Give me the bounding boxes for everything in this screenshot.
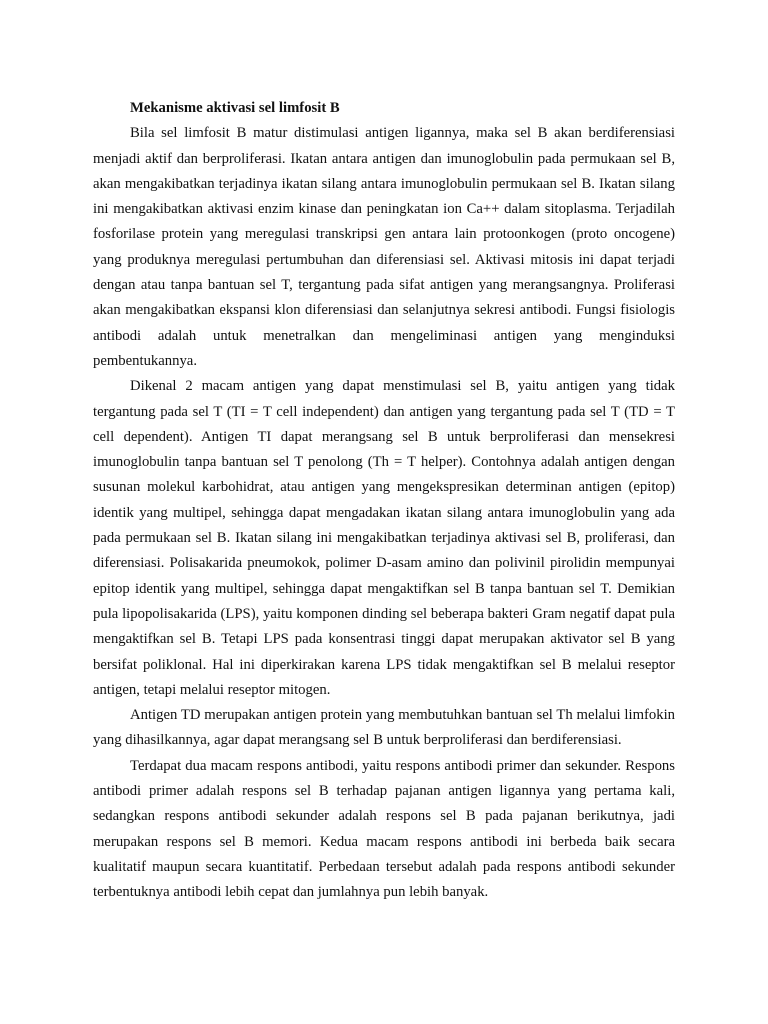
paragraph-antigen-types: Dikenal 2 macam antigen yang dapat menstimulasi sel B, yaitu antigen yang tidak tergantung pada sel T (TI = T cell independent) dan antigen yang tergantung pada sel T (TD = T cell dependent). Antigen TI dapat merangsang sel B untuk berproliferasi dan mensekresi imunoglobulin tanpa bantuan sel T penolong (Th = T helper). Contohnya adalah antigen dengan susunan molekul karbohidrat, atau antigen yang mengekspresikan determinan antigen (epitop) identik yang multipel, sehingga dapat mengadakan ikatan silang antara imunoglobulin yang ada pada permukaan sel B. Ikatan silang ini mengakibatkan terjadinya aktivasi sel B, proliferasi, dan diferensiasi. Polisakarida pneumokok, polimer D-asam amino dan polivinil pirolidin mempunyai epitop identik yang multipel, sehingga dapat mengaktifkan sel B tanpa bantuan sel T. Demikian pula lipopolisakarida (LPS), yaitu komponen dinding sel beberapa bakteri Gram negatif dapat pula mengaktifkan sel B. Tetapi LPS pada konsentrasi tinggi dapat merupakan aktivator sel B yang bersifat poliklonal. Hal ini diperkirakan karena LPS tidak mengaktifkan sel B melalui reseptor antigen, tetapi melalui reseptor mitogen. xyxy=(93,378,675,698)
paragraph-antibody-responses: Terdapat dua macam respons antibodi, yaitu respons antibodi primer dan sekunder. Respons antibodi primer adalah respons sel B terhadap pajanan antigen ligannya yang pertama kali, sedangkan respons antibodi sekunder adalah respons sel B pada pajanan berikutnya, jadi merupakan respons sel B memori. Kedua macam respons antibodi ini berbeda baik secara kualitatif maupun secara kuantitatif. Perbedaan tersebut adalah pada respons antibodi sekunder terbentuknya antibodi lebih cepat dan jumlahnya pun lebih banyak. xyxy=(93,757,675,901)
paragraph-td-antigen: Antigen TD merupakan antigen protein yang membutuhkan bantuan sel Th melalui limfokin yang dihasilkannya, agar dapat merangsang sel B untuk berproliferasi dan berdiferensiasi. xyxy=(93,707,675,749)
section-heading: Mekanisme aktivasi sel limfosit B xyxy=(130,100,340,116)
paragraph-b-cell-activation: Bila sel limfosit B matur distimulasi antigen ligannya, maka sel B akan berdiferensiasi menjadi aktif dan berproliferasi. Ikatan antara antigen dan imunoglobulin pada permukaan sel B, akan mengakibatkan terjadinya ikatan silang antara imunoglobulin permukaan sel B. Ikatan silang ini mengakibatkan aktivasi enzim kinase dan peningkatan ion Ca++ dalam sitoplasma. Terjadilah fosforilase protein yang meregulasi transkripsi gen antara lain protoonkogen (proto oncogene) yang produknya meregulasi pertumbuhan dan diferensiasi sel. Aktivasi mitosis ini dapat terjadi dengan atau tanpa bantuan sel T, tergantung pada sifat antigen yang merangsangnya. Proliferasi akan mengakibatkan ekspansi klon diferensiasi dan selanjutnya sekresi antibodi. Fungsi fisiologis antibodi adalah untuk menetralkan dan mengeliminasi antigen yang menginduksi pembentukannya. xyxy=(93,125,675,369)
document-page xyxy=(93,96,675,906)
